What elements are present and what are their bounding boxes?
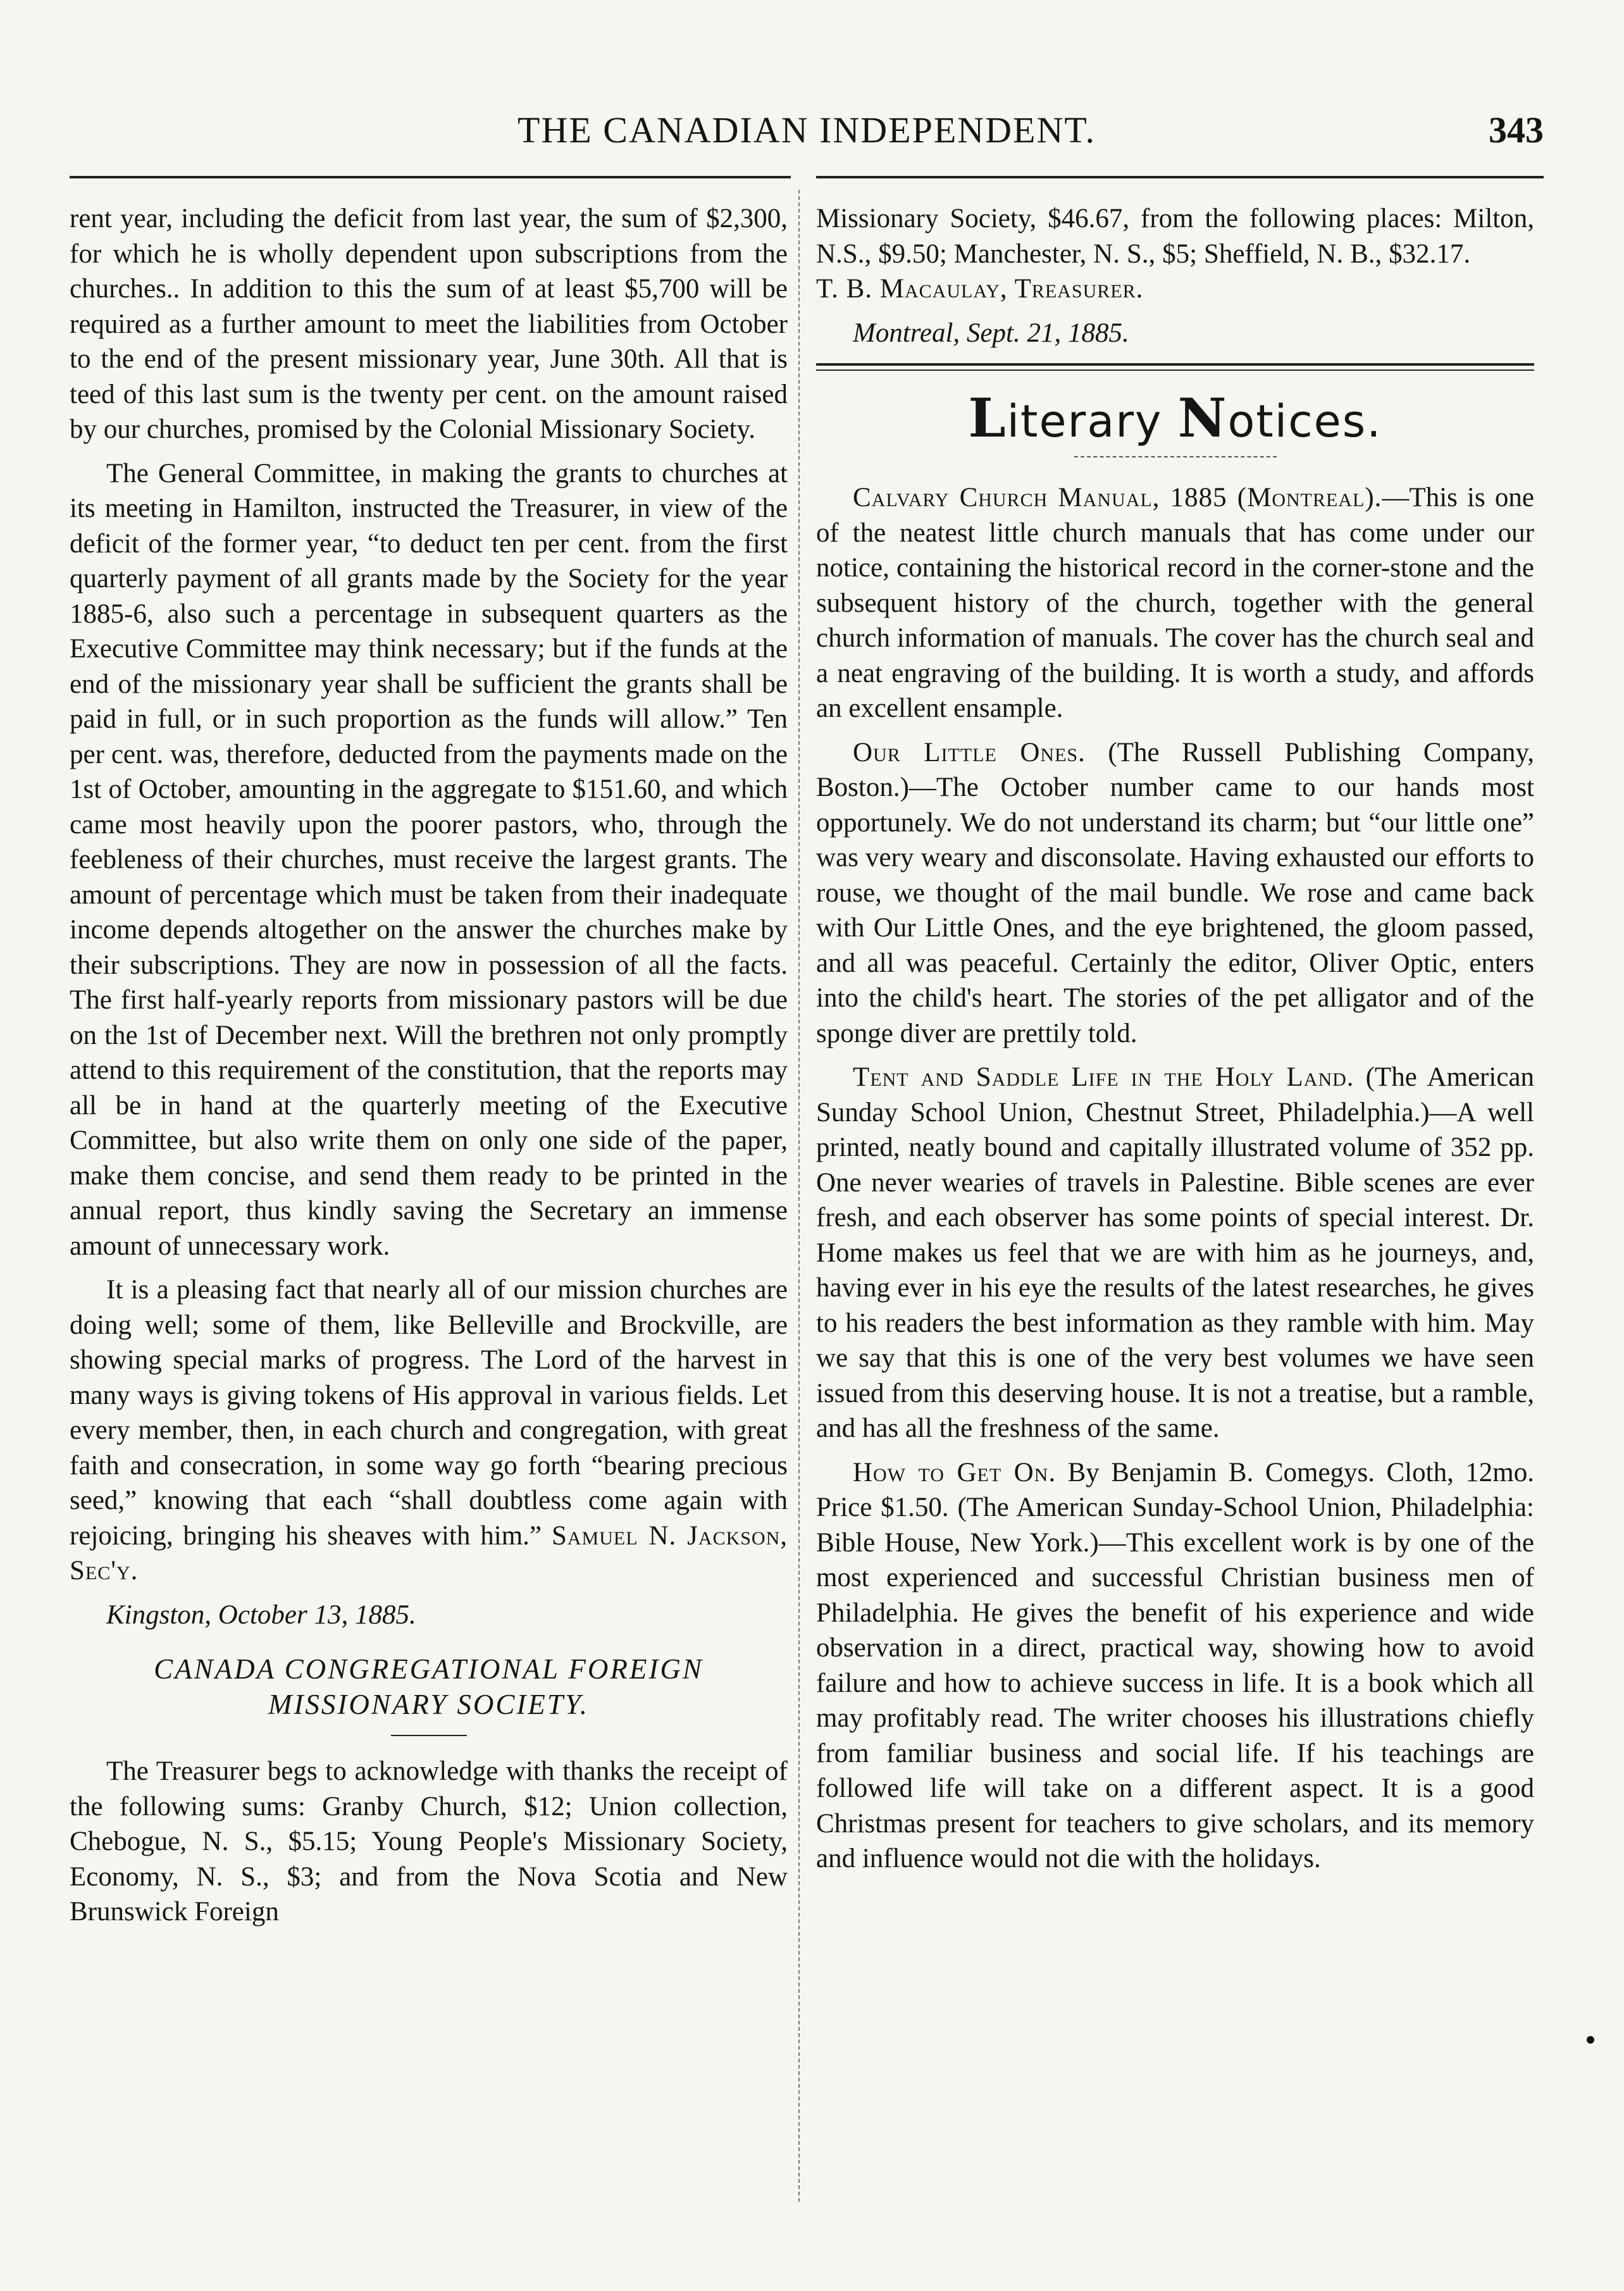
society-list-text: Missionary Society, $46.67, from the following places: Milton, N.S., $9.50; Manchester, N. S., $5; Sheffield, N. B., $32.17.: [816, 204, 1534, 269]
right-column: [816, 201, 1534, 1885]
heading-word1-rest: iterary: [1007, 395, 1178, 447]
left-column: [70, 201, 788, 1939]
committee-paragraph: The General Committee, in making the grants to churches at its meeting in Hamilton, instructed the Treasurer, in view of the deficit of the former year, “to deduct ten per cent. from the first quarterly payment of all grants made by the Society for the year 1885-6, also such a percentage in subsequent quarters as the Executive Committee may think necessary; but if the funds at the end of the missionary year shall be sufficient the grants shall be paid in full, or in such proportion as the funds will allow.” Ten per cent. was, therefore, deducted from the payments made on the 1st of October, amounting in the aggregate to $151.60, and which came most heavily upon the poorer pastors, who, through the feebleness of their churches, must receive the largest grants. The amount of percentage which must be taken from their inadequate income depends altogether on the answer the churches make by their subscriptions. They are now in possession of all the facts. The first half-yearly reports from missionary pastors will be due on the 1st of December next. Will the brethren not only promptly attend to this requirement of the constitution, that the reports may all be in hand at the quarterly meeting of the Executive Committee, but also write them on only one side of the paper, make them concise, and send them ready to be printed in the annual report, thus kindly saving the Secretary an immense amount of unnecessary work.: [70, 458, 788, 1261]
section-heading: CANADA CONGREGATIONAL FOREIGN MISSIONARY SOCIETY.: [154, 1653, 704, 1720]
treasurer-paragraph: The Treasurer begs to acknowledge with thanks the receipt of the following sums: Granby Church, $12; Union collection, Chebogue, N. S., $5.15; Young People's Missionary Society, Economy, N. S., $3; and from the Nova Scotia and New Brunswick Foreign: [70, 1756, 788, 1927]
double-rule: [816, 363, 1534, 371]
notice-calvary-title: Calvary Church Manual, 1885 (Montreal).: [853, 483, 1382, 512]
notice-tent-saddle-body: (The American Sunday School Union, Chestnut Street, Philadelphia.)—A well printed, neatly bound and capitally illustrated volume of 352 pp. One never wearies of travels in Palestine. Bible scenes are ever fresh, and each observer has some points of special interest. Dr. Home makes us feel that we are with him as he journeys, and, having ever in his eye the results of the latest researches, he gives to his readers the best information as they ramble with him. May we say that this is one of the very best volumes we have seen issued from this deserving house. It is not a treatise, but a ramble, and has all the freshness of the same.: [816, 1062, 1534, 1443]
notice-little-ones-body: (The Russell Publishing Company, Boston.)—The October number came to our hands most opportunely. We do not understand its charm; but “our little one” was very weary and disconsolate. Having exhausted our efforts to rouse, we thought of the mail bundle. We rose and came back with Our Little Ones, and the eye brightened, the gloom passed, and all was peaceful. Certainly the editor, Oliver Optic, enters into the child's heart. The stories of the pet alligator and of the sponge diver are prettily told.: [816, 737, 1534, 1048]
mission-churches-text: It is a pleasing fact that nearly all of our mission churches are doing well; some of them, like Belleville and Brockville, are showing special marks of progress. The Lord of the harvest in many ways is giving tokens of His approval in various fields. Let every member, then, in each church and congregation, with great faith and consecration, in some way go forth “bearing precious seed,” knowing that each “shall doubtless come again with rejoicing, bringing his sheaves with him.”: [70, 1275, 788, 1551]
continued-paragraph: rent year, including the deficit from last year, the sum of $2,300, for which he is wholly dependent upon subscriptions from the churches.. In addition to this the sum of at least $5,700 will be required as a further amount to meet the liabilities from October to the end of the present missionary year, June 30th. All that is teed of this last sum is the twenty per cent. on the amount raised by our churches, promised by the Colonial Missionary Society.: [70, 204, 788, 444]
kingston-dateline: Kingston, October 13, 1885.: [106, 1599, 416, 1630]
treasurer-signature: T. B. Macaulay, Treasurer.: [816, 274, 1144, 304]
secretary-signature: Samuel N. Jackson, Sec'y.: [70, 1520, 788, 1586]
literary-notices-heading: [816, 387, 1534, 450]
mission-churches-paragraph: [70, 1272, 788, 1589]
notice-little-ones: [816, 735, 1534, 1052]
notice-get-on: [816, 1455, 1534, 1877]
column-divider: [798, 190, 800, 2202]
notice-get-on-title: How to Get On.: [853, 1457, 1057, 1487]
header-rule-right: [816, 176, 1544, 178]
heading-word2-rest: otices.: [1227, 395, 1382, 447]
society-continued-paragraph: [816, 201, 1534, 307]
literary-heading-rule: [1074, 456, 1277, 457]
running-title: THE CANADIAN INDEPENDENT.: [518, 109, 1096, 151]
heading-initial-l: L: [968, 387, 1007, 449]
montreal-dateline: Montreal, Sept. 21, 1885.: [853, 318, 1129, 348]
notice-tent-saddle: [816, 1060, 1534, 1446]
heading-initial-n: N: [1177, 387, 1228, 449]
header-rule-left: [70, 176, 791, 178]
page-header: [70, 95, 1544, 158]
notice-calvary: [816, 480, 1534, 726]
notice-little-ones-title: Our Little Ones.: [853, 737, 1086, 767]
notice-get-on-body: By Benjamin B. Comegys. Cloth, 12mo. Price $1.50. (The American Sunday-School Union, Philadelphia: Bible House, New York.)—This excellent work is by one of the most experienced and successful Christian business men of Philadelphia. He gives the benefit of his experience and wide observation in a direct, practical way, showing how to avoid failure and how to achieve success in life. It is a book which all may profitably read. The writer chooses his illustrations chiefly from familiar business and social life. If his teachings are followed life will take on a different aspect. It is a good Christmas present for teachers to give scholars, and its memory and influence would not die with the holidays.: [816, 1457, 1534, 1873]
page-number: 343: [1489, 109, 1544, 151]
section-rule: [391, 1735, 467, 1736]
notice-tent-saddle-title: Tent and Saddle Life in the Holy Land.: [853, 1062, 1354, 1092]
notice-calvary-body: —This is one of the neatest little church manuals that has come under our notice, containing the historical record in the corner-stone and the subsequent history of the church, together with the general church information of manuals. The cover has the church seal and a neat engraving of the building. It is worth a study, and affords an excellent ensample.: [816, 483, 1535, 723]
margin-dot: [1587, 2036, 1594, 2044]
